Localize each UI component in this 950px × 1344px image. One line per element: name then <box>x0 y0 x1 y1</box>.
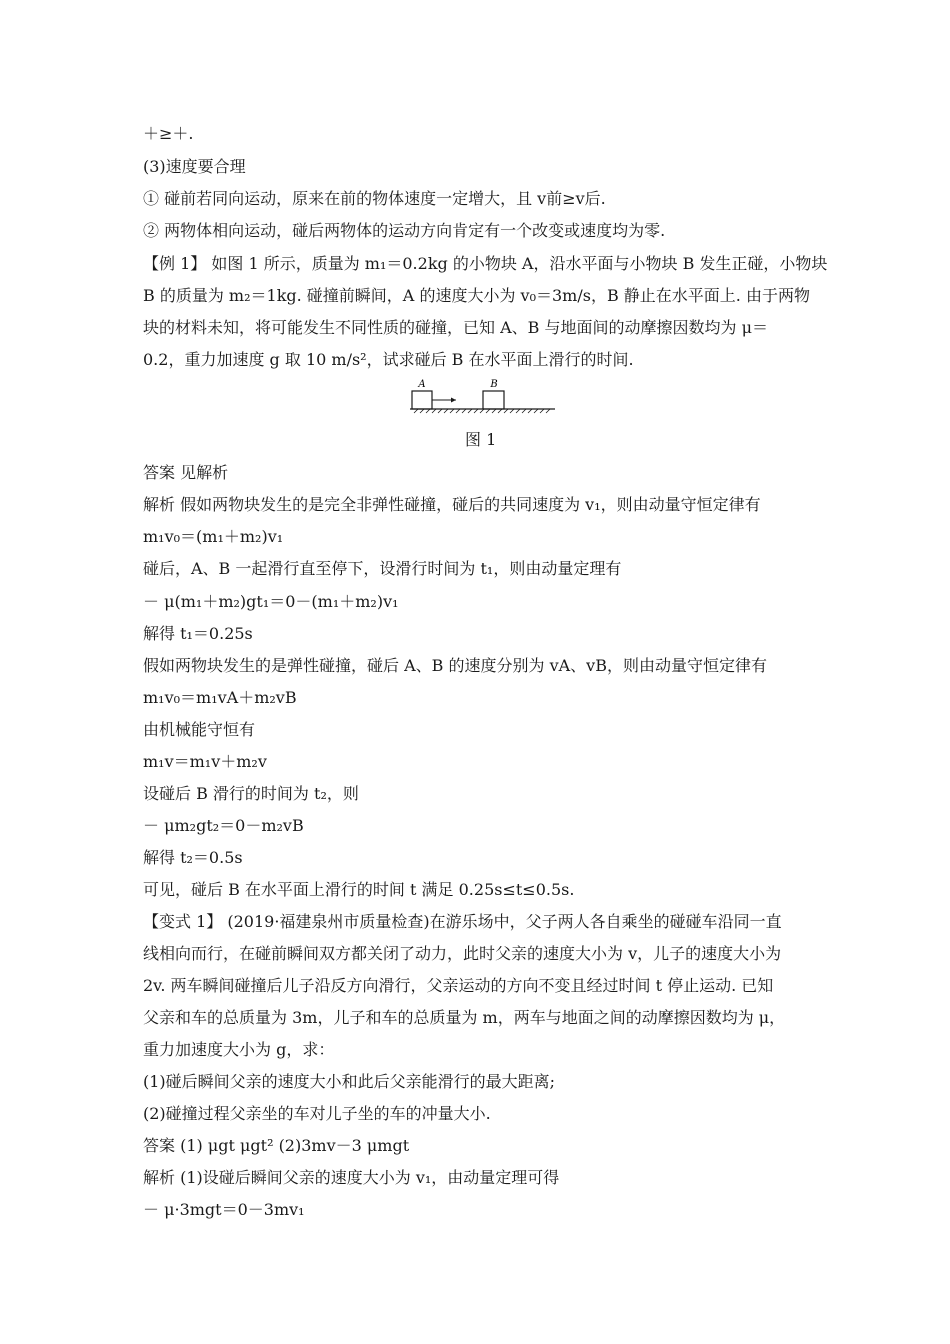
figure-caption: 图 1 <box>465 430 497 449</box>
text-line-4: ② 两物体相向运动，碰后两物体的运动方向肯定有一个改变或速度均为零. <box>143 221 666 240</box>
variant-1-line-1: 【变式 1】 (2019·福建泉州市质量检查)在游乐场中，父子两人各自乘坐的碰碰车沿同一直 <box>143 912 782 931</box>
variant-1-line-2: 线相向而行，在碰前瞬间双方都关闭了动力，此时父亲的速度大小为 v，儿子的速度大小为 <box>143 944 782 963</box>
variant-1-line-3: 2v. 两车瞬间碰撞后儿子沿反方向滑行，父亲运动的方向不变且经过时间 t 停止运动. 已知 <box>143 976 774 995</box>
solution-line-13: 可见，碰后 B 在水平面上滑行的时间 t 满足 0.25s≤t≤0.5s. <box>143 880 575 899</box>
answer-2: 答案 (1) μgt μgt² (2)3mv－3 μmgt <box>143 1136 410 1155</box>
solution-line-11: － μm₂gt₂＝0－m₂vB <box>143 816 304 835</box>
text-line-3: ① 碰前若同向运动，原来在前的物体速度一定增大，且 v前≥v后. <box>143 189 606 208</box>
variant-1-line-7: (2)碰撞过程父亲坐的车对儿子坐的车的冲量大小. <box>143 1104 491 1123</box>
example-1-line-4: 0.2，重力加速度 g 取 10 m/s²，试求碰后 B 在水平面上滑行的时间. <box>143 350 634 369</box>
solution-2-line-2: － μ·3mgt＝0－3mv₁ <box>143 1200 305 1219</box>
block-a-label: A <box>418 379 426 390</box>
solution-line-4: － μ(m₁＋m₂)gt₁＝0－(m₁＋m₂)v₁ <box>143 592 399 611</box>
block-a <box>412 391 432 409</box>
solution-line-2: m₁v₀＝(m₁＋m₂)v₁ <box>143 527 284 546</box>
text-line-1: ＋≥＋. <box>143 124 194 143</box>
figure-1-diagram <box>410 376 560 414</box>
solution-line-12: 解得 t₂＝0.5s <box>143 848 243 867</box>
answer-1: 答案 见解析 <box>143 463 229 482</box>
ground-hatch <box>410 409 555 413</box>
block-b-label: B <box>490 379 498 390</box>
solution-line-6: 假如两物块发生的是弹性碰撞，碰后 A、B 的速度分别为 vA、vB，则由动量守恒定律有 <box>143 656 767 675</box>
example-1-line-1: 【例 1】 如图 1 所示，质量为 m₁＝0.2kg 的小物块 A，沿水平面与小物块 B 发生正碰，小物块 <box>143 254 828 273</box>
solution-line-9: m₁v＝m₁v＋m₂v <box>143 752 267 771</box>
variant-1-line-6: (1)碰后瞬间父亲的速度大小和此后父亲能滑行的最大距离; <box>143 1072 556 1091</box>
solution-2-line-1: 解析 (1)设碰后瞬间父亲的速度大小为 v₁，由动量定理可得 <box>143 1168 560 1187</box>
blocks-diagram <box>410 376 560 414</box>
variant-1-line-5: 重力加速度大小为 g，求： <box>143 1040 335 1059</box>
text-line-2: (3)速度要合理 <box>143 157 246 176</box>
variant-1-line-4: 父亲和车的总质量为 3m，儿子和车的总质量为 m，两车与地面之间的动摩擦因数均为 μ， <box>143 1008 786 1027</box>
example-1-line-3: 块的材料未知，将可能发生不同性质的碰撞，已知 A、B 与地面间的动摩擦因数均为 μ＝ <box>143 318 768 337</box>
solution-line-3: 碰后，A、B 一起滑行直至停下，设滑行时间为 t₁，则由动量定理有 <box>143 559 622 578</box>
example-1-line-2: B 的质量为 m₂＝1kg. 碰撞前瞬间，A 的速度大小为 v₀＝3m/s，B 静止在水平面上. 由于两物 <box>143 286 810 305</box>
arrow-head-icon <box>451 398 456 403</box>
solution-line-1: 解析 假如两物块发生的是完全非弹性碰撞，碰后的共同速度为 v₁，则由动量守恒定律有 <box>143 495 761 514</box>
block-b <box>483 391 504 409</box>
solution-line-10: 设碰后 B 滑行的时间为 t₂，则 <box>143 784 359 803</box>
solution-line-5: 解得 t₁＝0.25s <box>143 624 253 643</box>
solution-line-8: 由机械能守恒有 <box>143 720 256 739</box>
solution-line-7: m₁v₀＝m₁vA＋m₂vB <box>143 688 297 707</box>
